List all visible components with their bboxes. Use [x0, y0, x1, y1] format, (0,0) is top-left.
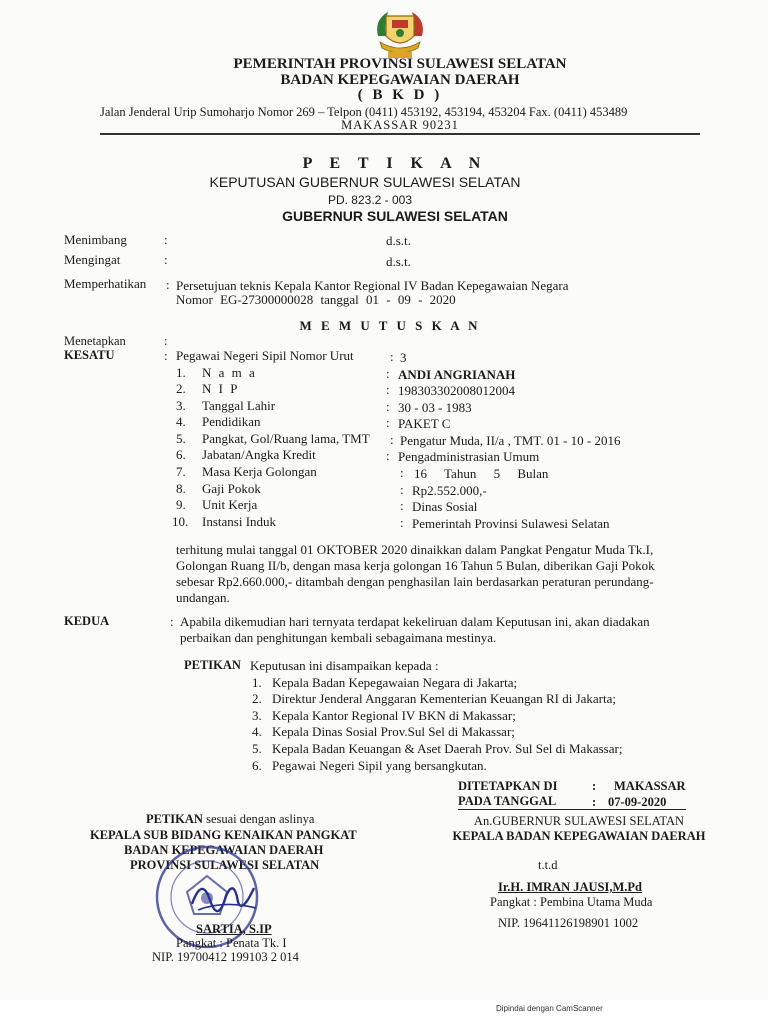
- colon: :: [164, 232, 168, 247]
- list-item: Direktur Jenderal Anggaran Kementerian Keuangan RI di Jakarta;: [272, 691, 617, 706]
- place-value: MAKASSAR: [614, 779, 686, 793]
- header-divider: [100, 133, 700, 135]
- pns-value: 3: [400, 350, 407, 365]
- detail-label: Gaji Pokok: [202, 481, 261, 496]
- date-underline: [458, 809, 686, 810]
- detail-no: 2.: [176, 381, 186, 396]
- list-item-no: 6.: [252, 758, 262, 773]
- detail-value-rank: Pengatur Muda, II/a , TMT. 01 - 10 - 2016: [400, 433, 621, 448]
- detail-value-tenure: 16 Tahun 5 Bulan: [414, 466, 549, 481]
- place-label: DITETAPKAN DI: [458, 779, 558, 793]
- signatory-rank: Pangkat : Pembina Utama Muda: [490, 895, 653, 909]
- decision-paragraph-line-1: terhitung mulai tanggal 01 OKTOBER 2020 dinaikkan dalam Pangkat Pengatur Muda Tk.I,: [176, 542, 654, 557]
- list-item-no: 5.: [252, 741, 262, 756]
- detail-label: Masa Kerja Golongan: [202, 464, 317, 479]
- on-behalf-title: An.GUBERNUR SULAWESI SELATAN: [473, 814, 685, 828]
- memperhatikan-line-1: Persetujuan teknis Kepala Kantor Regional IV Badan Kepegawaian Negara: [176, 278, 569, 293]
- colon: :: [400, 482, 404, 497]
- menimbang-value: d.s.t.: [386, 233, 411, 248]
- list-item: Kepala Badan Keuangan & Aset Daerah Prov. Sul Sel di Makassar;: [272, 741, 623, 756]
- colon: :: [386, 382, 390, 397]
- list-item: Kepala Badan Kepegawaian Negara di Jakarta;: [272, 675, 518, 690]
- detail-label: Tanggal Lahir: [202, 398, 276, 413]
- colon: :: [400, 465, 404, 480]
- colon: :: [386, 366, 390, 381]
- document-title: P E T I K A N: [302, 155, 488, 172]
- certification-line-3: PROVINSI SULAWESI SELATAN: [130, 858, 320, 872]
- detail-no: 5.: [176, 431, 186, 446]
- list-item-no: 3.: [252, 708, 262, 723]
- date-value: 07-09-2020: [608, 795, 667, 809]
- detail-no: 6.: [176, 447, 186, 462]
- menetapkan-label: Menetapkan: [64, 334, 126, 348]
- detail-label: Jabatan/Angka Kredit: [202, 447, 316, 462]
- list-item: Kepala Kantor Regional IV BKN di Makassar;: [272, 708, 516, 723]
- decree-number: PD. 823.2 - 003: [327, 193, 413, 207]
- detail-value-birthdate: 30 - 03 - 1983: [398, 400, 472, 415]
- detail-no: 4.: [176, 414, 186, 429]
- decree-title: KEPUTUSAN GUBERNUR SULAWESI SELATAN: [209, 174, 521, 190]
- distribution-intro: Keputusan ini disampaikan kepada :: [250, 658, 439, 673]
- colon: :: [386, 399, 390, 414]
- detail-label: Instansi Induk: [202, 514, 277, 529]
- certification-heading-bold: PETIKAN: [146, 812, 203, 826]
- detail-value-unit: Dinas Sosial: [412, 499, 478, 514]
- list-item-no: 1.: [252, 675, 262, 690]
- certifier-name: SARTIA, S.IP: [196, 922, 272, 936]
- certification-line-2: BADAN KEPEGAWAIAN DAERAH: [124, 843, 324, 857]
- scanner-watermark: Dipindai dengan CamScanner: [496, 1004, 603, 1013]
- detail-no: 7.: [176, 464, 186, 479]
- colon: :: [390, 432, 394, 447]
- header-address: Jalan Jenderal Urip Sumoharjo Nomor 269 – Telpon (0411) 453192, 453194, 453204 Fax. (0411) 453489: [100, 105, 628, 119]
- detail-no: 3.: [176, 398, 186, 413]
- detail-no: 9.: [176, 497, 186, 512]
- decision-paragraph-line-2: Golongan Ruang II/b, dengan masa kerja golongan 16 Tahun 5 Bulan, diberikan Gaji Pokok: [176, 558, 655, 573]
- detail-no: 8.: [176, 481, 186, 496]
- list-item: Pegawai Negeri Sipil yang bersangkutan.: [272, 758, 487, 773]
- kedua-label: KEDUA: [64, 614, 110, 628]
- colon: :: [170, 614, 174, 629]
- memperhatikan-line-2: Nomor EG-27300000028 tanggal 01 - 09 - 2020: [176, 292, 456, 307]
- header-city: MAKASSAR 90231: [341, 118, 459, 132]
- colon: :: [400, 515, 404, 530]
- colon: :: [390, 349, 394, 364]
- governor-title: GUBERNUR SULAWESI SELATAN: [282, 208, 508, 224]
- header-line-3: ( B K D ): [357, 87, 443, 103]
- colon: :: [592, 779, 597, 793]
- colon: :: [386, 415, 390, 430]
- memperhatikan-label: Memperhatikan: [64, 276, 147, 291]
- kedua-line-2: perbaikan dan penghitungan kembali sebagaimana mestinya.: [180, 630, 497, 645]
- kesatu-label: KESATU: [64, 348, 115, 362]
- decision-paragraph-line-3: sebesar Rp2.660.000,- ditambah dengan penghasilan lain berdasarkan peraturan perundang-: [176, 574, 654, 589]
- certification-line-1: KEPALA SUB BIDANG KENAIKAN PANGKAT: [90, 828, 357, 842]
- detail-value-nip: 198303302008012004: [398, 383, 515, 398]
- detail-label: N a m a: [202, 365, 257, 380]
- detail-value-name: ANDI ANGRIANAH: [398, 367, 516, 382]
- decision-paragraph-line-4: undangan.: [176, 590, 230, 605]
- signatory-nip: NIP. 19641126198901 1002: [498, 916, 639, 930]
- colon: :: [166, 277, 170, 292]
- distribution-label: PETIKAN: [184, 658, 241, 672]
- certifier-nip: NIP. 19700412 199103 2 014: [152, 950, 299, 964]
- signed-mark: t.t.d: [538, 858, 558, 872]
- mengingat-value: d.s.t.: [386, 254, 411, 269]
- kedua-line-1: Apabila dikemudian hari ternyata terdapat kekeliruan dalam Keputusan ini, akan diadakan: [180, 614, 650, 629]
- menimbang-label: Menimbang: [64, 232, 127, 247]
- detail-value-agency: Pemerintah Provinsi Sulawesi Selatan: [412, 516, 610, 531]
- certification-heading: [146, 812, 314, 827]
- detail-label: Pendidikan: [202, 414, 261, 429]
- list-item-no: 2.: [252, 691, 262, 706]
- date-label: PADA TANGGAL: [458, 794, 557, 808]
- certifier-rank: Pangkat : Penata Tk. I: [176, 936, 287, 950]
- head-title: KEPALA BADAN KEPEGAWAIAN DAERAH: [452, 829, 706, 843]
- colon: :: [164, 334, 168, 348]
- detail-value-position: Pengadministrasian Umum: [398, 449, 540, 464]
- detail-no: 10.: [172, 514, 189, 529]
- colon: :: [386, 448, 390, 463]
- memutuskan-heading: M E M U T U S K A N: [299, 318, 481, 333]
- handwritten-signature-icon: [184, 870, 264, 920]
- certification-heading-rest: sesuai dengan aslinya: [206, 812, 315, 826]
- signatory-name: Ir.H. IMRAN JAUSI,M.Pd: [498, 880, 642, 894]
- colon: :: [592, 795, 597, 809]
- detail-label: N I P: [202, 381, 240, 396]
- header-line-2: BADAN KEPEGAWAIAN DAERAH: [280, 72, 520, 88]
- colon: :: [164, 348, 168, 363]
- detail-value-education: PAKET C: [398, 416, 451, 431]
- detail-no: 1.: [176, 365, 186, 380]
- detail-label: Unit Kerja: [202, 497, 258, 512]
- pns-label: Pegawai Negeri Sipil Nomor Urut: [176, 348, 354, 363]
- detail-label: Pangkat, Gol/Ruang lama, TMT: [202, 431, 370, 446]
- colon: :: [164, 252, 168, 267]
- footer-strip: [0, 1000, 768, 1024]
- colon: :: [400, 498, 404, 513]
- detail-value-salary: Rp2.552.000,-: [412, 483, 487, 498]
- mengingat-label: Mengingat: [64, 252, 121, 267]
- provincial-crest-logo: [364, 6, 436, 62]
- list-item: Kepala Dinas Sosial Prov.Sul Sel di Makassar;: [272, 724, 515, 739]
- list-item-no: 4.: [252, 724, 262, 739]
- header-line-1: PEMERINTAH PROVINSI SULAWESI SELATAN: [233, 56, 567, 72]
